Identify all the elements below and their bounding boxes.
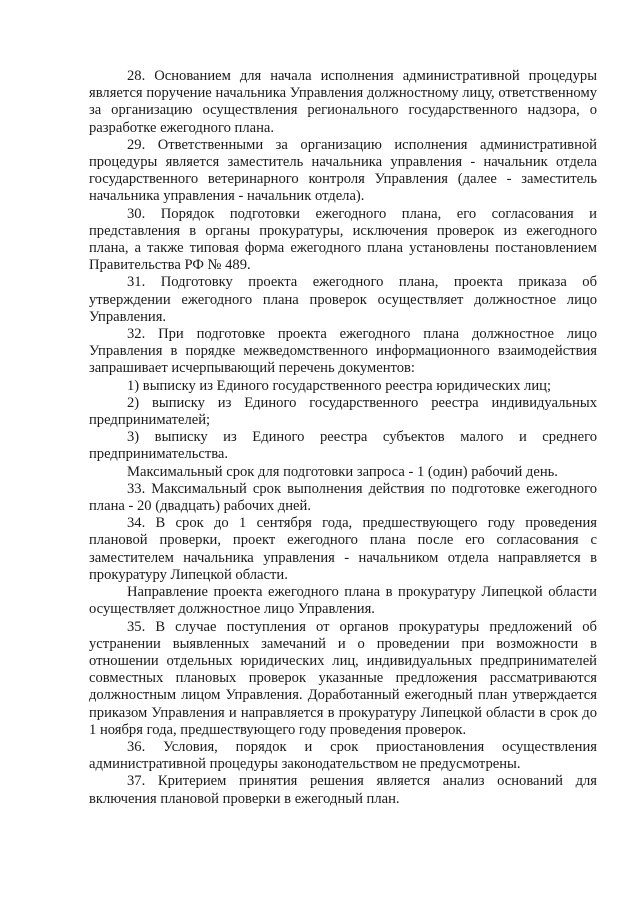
paragraph: 37. Критерием принятия решения является анализ оснований для включения плановой проверки в ежегодный план.: [89, 773, 597, 807]
paragraph: 36. Условия, порядок и срок приостановления осуществления административной процедуры законодательством не предусмотрены.: [89, 738, 597, 773]
paragraph: Максимальный срок для подготовки запроса - 1 (один) рабочий день.: [127, 463, 558, 480]
paragraph: 31. Подготовку проекта ежегодного плана, проекта приказа об утверждении ежегодного плана проверок осуществляет должностное лицо Управления.: [89, 274, 597, 325]
paragraph: 28. Основанием для начала исполнения административной процедуры является поручение начальника Управления должностному лицу, ответственному за организацию осуществления регионального государственного надзора, о разработке ежегодного плана.: [89, 68, 597, 136]
paragraph: 3) выписку из Единого реестра субъектов малого и среднего предпринимательства.: [89, 429, 597, 463]
paragraph: 29. Ответственными за организацию исполнения административной процедуры является заместитель начальника управления - начальник отдела государственного ветеринарного контроля Управления (далее - заместитель начальника управления - начальник отдела).: [89, 136, 597, 205]
document-page: [89, 68, 597, 808]
paragraph: Направление проекта ежегодного плана в прокуратуру Липецкой области осуществляет должностное лицо Управления.: [89, 584, 597, 618]
paragraph: 32. При подготовке проекта ежегодного плана должностное лицо Управления в порядке межведомственного информационного взаимодействия запрашивает исчерпывающий перечень документов:: [89, 326, 597, 377]
paragraph: 2) выписку из Единого государственного реестра индивидуальных предпринимателей;: [89, 394, 597, 429]
paragraph: 33. Максимальный срок выполнения действия по подготовке ежегодного плана - 20 (двадцать) рабочих дней.: [89, 480, 597, 515]
paragraph: 34. В срок до 1 сентября года, предшествующего году проведения плановой проверки, проект ежегодного плана после его согласования с заместителем начальника управления - начальником отдела направляется в прокуратуру Липецкой области.: [89, 515, 597, 583]
paragraph: 35. В случае поступления от органов прокуратуры предложений об устранении выявленных замечаний и о проведении при возможности в отношении отдельных юридических лиц, индивидуальных предпринимателей совместных плановых проверок указанные предложения рассматриваются должностным лицом Управления. Доработанный ежегодный план утверждается приказом Управления и направляется в прокуратуру Липецкой области в срок до 1 ноября года, предшествующего году проведения проверок.: [89, 618, 597, 738]
paragraph: 1) выписку из Единого государственного реестра юридических лиц;: [127, 377, 552, 394]
paragraph: 30. Порядок подготовки ежегодного плана, его согласования и представления в органы прокуратуры, исключения проверок из ежегодного плана, а также типовая форма ежегодного плана установлены постановлением Правительства РФ № 489.: [89, 205, 597, 274]
